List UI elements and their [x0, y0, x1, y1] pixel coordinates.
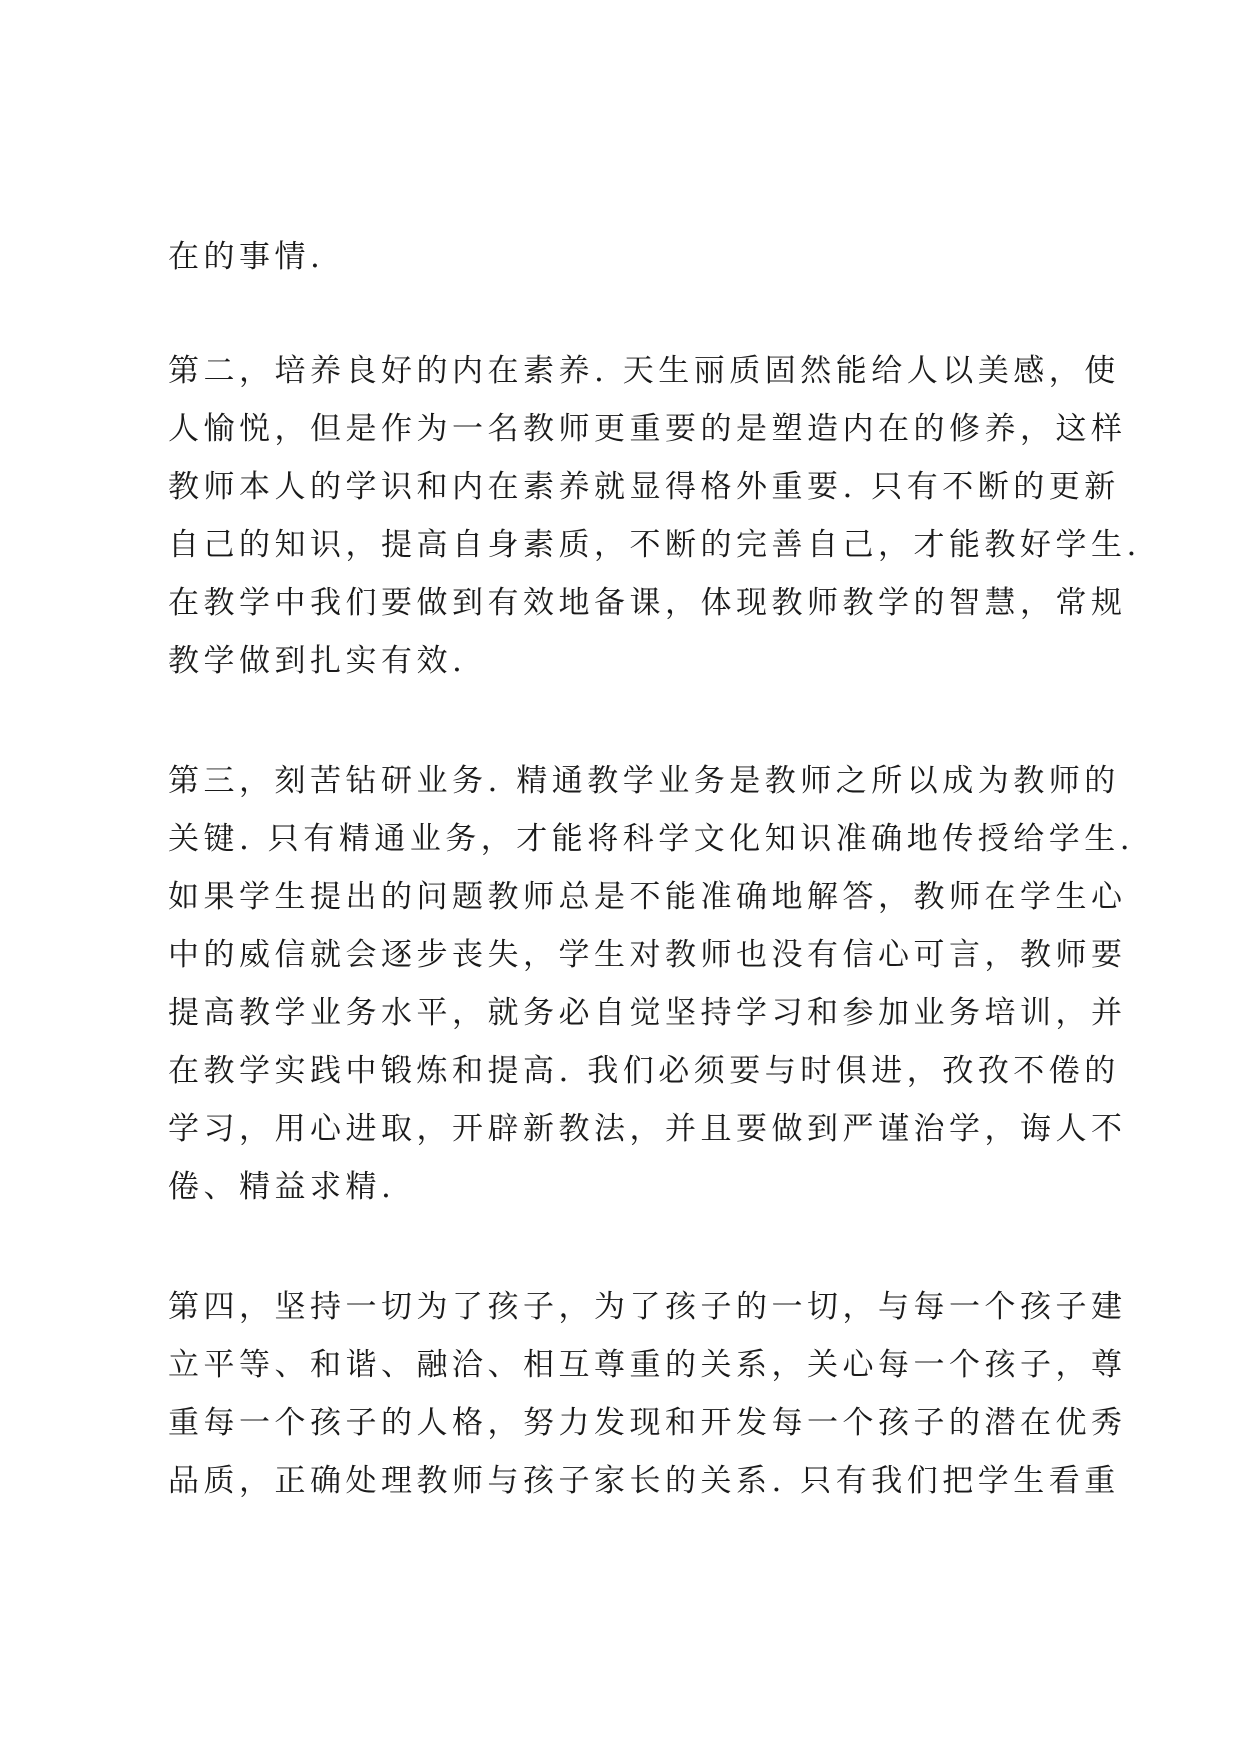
text-line: 重每一个孩子的人格，努力发现和开发每一个孩子的潜在优秀: [168, 1405, 1127, 1441]
text-line: 第三，刻苦钻研业务. 精通教学业务是教师之所以成为教师的: [168, 763, 1120, 799]
text-line: 教师本人的学识和内在素养就显得格外重要. 只有不断的更新: [168, 469, 1120, 505]
text-line: 学习，用心进取，开辟新教法，并且要做到严谨治学，诲人不: [168, 1111, 1127, 1147]
paragraph-fourth-point: [168, 1278, 1127, 1510]
text-line: 倦、精益求精.: [168, 1169, 396, 1205]
text-line: 如果学生提出的问题教师总是不能准确地解答，教师在学生心: [168, 879, 1127, 915]
text-line: 在教学实践中锻炼和提高. 我们必须要与时俱进，孜孜不倦的: [168, 1053, 1120, 1089]
text-line: 在的事情.: [168, 239, 325, 275]
text-line: 第四，坚持一切为了孩子，为了孩子的一切，与每一个孩子建: [168, 1289, 1127, 1325]
text-line: 第二，培养良好的内在素养. 天生丽质固然能给人以美感，使: [168, 353, 1120, 389]
text-line: 在教学中我们要做到有效地备课，体现教师教学的智慧，常规: [168, 585, 1127, 621]
text-line: 自己的知识，提高自身素质，不断的完善自己，才能教好学生.: [168, 527, 1141, 563]
paragraph-second-point: [168, 342, 1141, 690]
paragraph-continuation: [168, 228, 1073, 286]
text-line: 人愉悦，但是作为一名教师更重要的是塑造内在的修养，这样: [168, 411, 1127, 447]
paragraph-third-point: [168, 752, 1135, 1216]
text-line: 中的威信就会逐步丧失，学生对教师也没有信心可言，教师要: [168, 937, 1127, 973]
text-line: 关键. 只有精通业务，才能将科学文化知识准确地传授给学生.: [168, 821, 1135, 857]
text-line: 教学做到扎实有效.: [168, 643, 467, 679]
text-line: 立平等、和谐、融洽、相互尊重的关系，关心每一个孩子，尊: [168, 1347, 1127, 1383]
text-line: 品质，正确处理教师与孩子家长的关系. 只有我们把学生看重: [168, 1463, 1120, 1499]
text-line: 提高教学业务水平，就务必自觉坚持学习和参加业务培训，并: [168, 995, 1127, 1031]
